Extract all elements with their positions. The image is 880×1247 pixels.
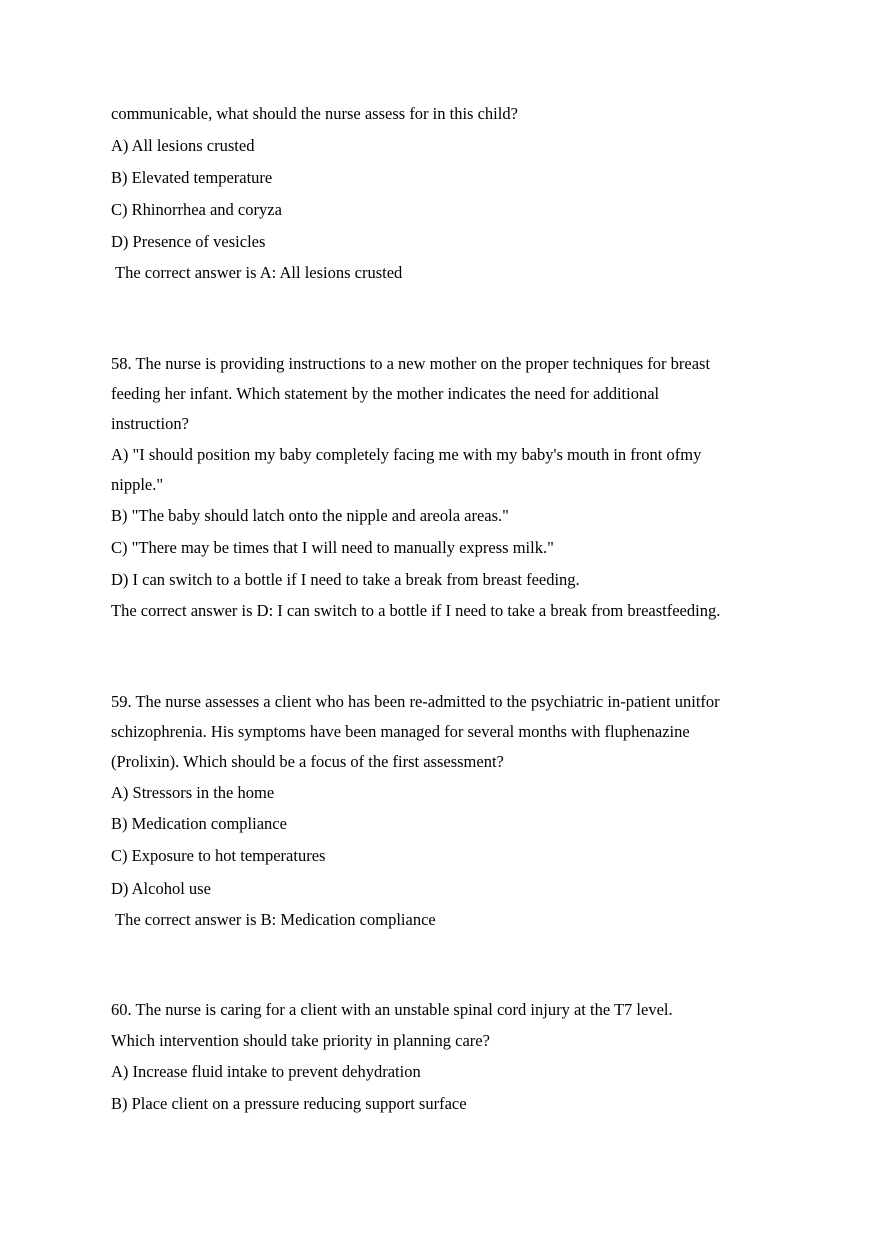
q59-stem-line-2: schizophrenia. His symptoms have been managed for several months with fluphenazine xyxy=(111,722,690,741)
q59-option-b: B) Medication compliance xyxy=(111,814,287,833)
q59-stem-line-1: 59. The nurse assesses a client who has been re-admitted to the psychiatric in-patient unitfor xyxy=(111,692,720,711)
q58-option-a: A) "I should position my baby completely facing me with my baby's mouth in front ofmy xyxy=(111,445,702,464)
q57-answer: The correct answer is A: All lesions crusted xyxy=(115,263,403,282)
q59-option-d: D) Alcohol use xyxy=(111,879,211,898)
q60-stem-line-1: 60. The nurse is caring for a client with an unstable spinal cord injury at the T7 level. xyxy=(111,1000,673,1019)
q58-option-a-cont: nipple." xyxy=(111,475,164,494)
q60-stem-line-2: Which intervention should take priority in planning care? xyxy=(111,1031,490,1050)
q59-stem-line-3: (Prolixin). Which should be a focus of the first assessment? xyxy=(111,752,504,771)
q58-option-c: C) "There may be times that I will need to manually express milk." xyxy=(111,538,554,557)
q59-option-a: A) Stressors in the home xyxy=(111,783,275,802)
q58-stem-line-3: instruction? xyxy=(111,414,189,433)
q57-stem-end: communicable, what should the nurse assess for in this child? xyxy=(111,104,518,123)
q58-stem-line-2: feeding her infant. Which statement by the mother indicates the need for additional xyxy=(111,384,660,403)
q57-option-d: D) Presence of vesicles xyxy=(111,232,266,251)
q60-option-a: A) Increase fluid intake to prevent dehydration xyxy=(111,1062,421,1081)
q57-option-b: B) Elevated temperature xyxy=(111,168,273,187)
q57-option-a: A) All lesions crusted xyxy=(111,136,255,155)
q60-option-b: B) Place client on a pressure reducing support surface xyxy=(111,1094,467,1113)
q59-answer: The correct answer is B: Medication compliance xyxy=(115,910,436,929)
q58-option-b: B) "The baby should latch onto the nipple and areola areas." xyxy=(111,506,509,525)
q57-option-c: C) Rhinorrhea and coryza xyxy=(111,200,282,219)
q59-option-c: C) Exposure to hot temperatures xyxy=(111,846,326,865)
q58-stem-line-1: 58. The nurse is providing instructions to a new mother on the proper techniques for breast xyxy=(111,354,711,373)
q58-option-d: D) I can switch to a bottle if I need to take a break from breast feeding. xyxy=(111,570,580,589)
q58-answer: The correct answer is D: I can switch to a bottle if I need to take a break from breastfeeding. xyxy=(111,601,721,620)
